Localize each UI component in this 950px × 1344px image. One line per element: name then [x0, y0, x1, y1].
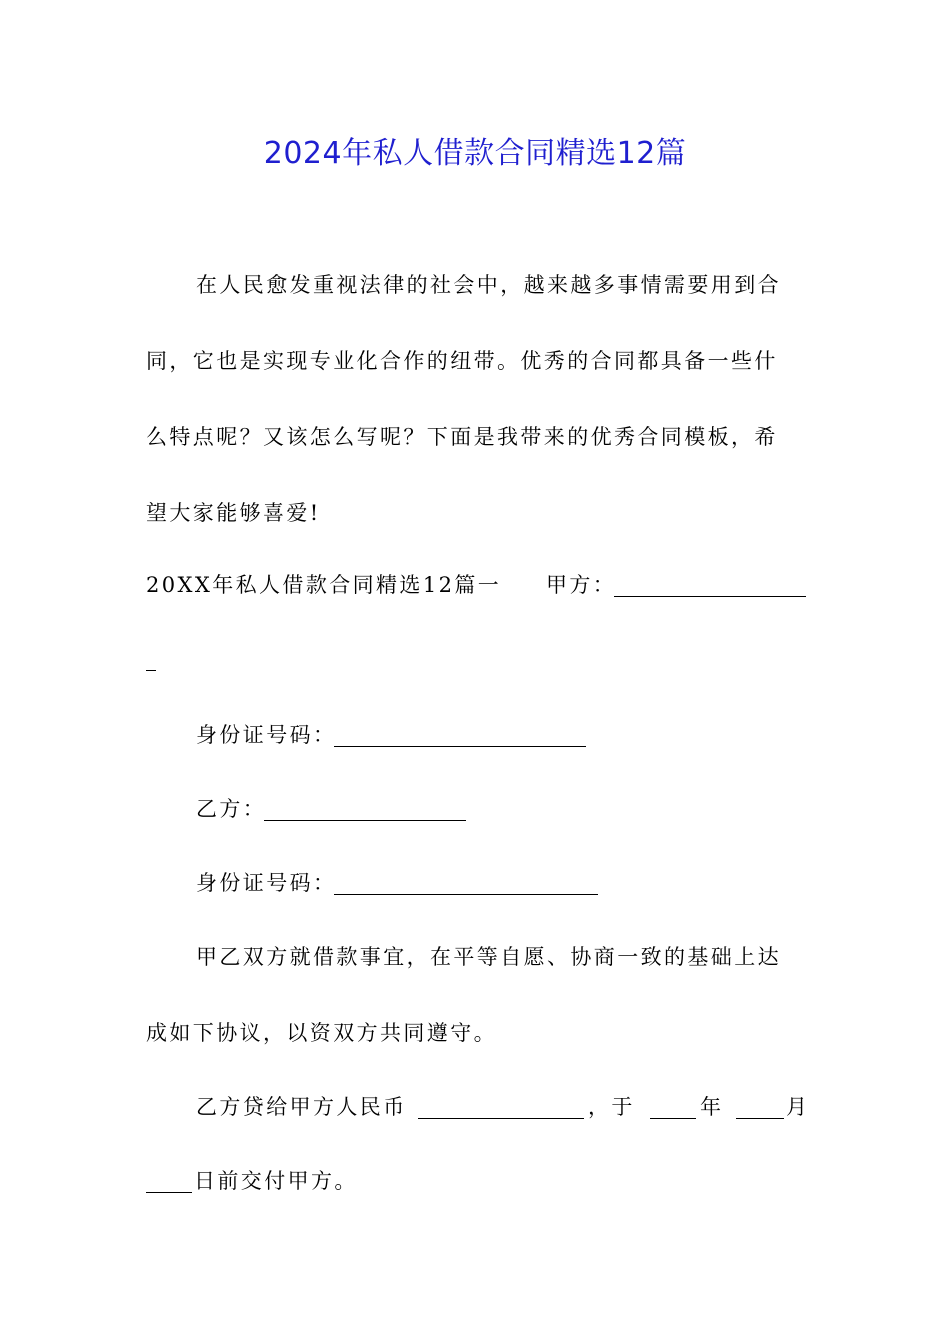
party-a-blank [614, 574, 806, 597]
loan-prefix: 乙方贷给甲方人民币 [196, 1095, 407, 1119]
loan-month-blank [736, 1096, 784, 1119]
intro-line-1: 在人民愈发重视法律的社会中，越来越多事情需要用到合 [196, 273, 781, 297]
document-title: 2024年私人借款合同精选12篇 [263, 136, 687, 171]
party-b-blank [264, 798, 466, 821]
intro-line-3: 么特点呢？又该怎么写呢？下面是我带来的优秀合同模板，希 [146, 425, 778, 449]
intro-line-2: 同，它也是实现专业化合作的纽带。优秀的合同都具备一些什 [146, 349, 778, 373]
loan-tail: 日前交付甲方。 [194, 1169, 358, 1193]
loan-year-label: 年 [700, 1095, 724, 1119]
agreement-line-2: 成如下协议，以资双方共同遵守。 [146, 1021, 497, 1045]
loan-month-label: 月 [786, 1095, 810, 1119]
party-a-blank-continued [146, 648, 156, 671]
party-b-id-blank [334, 872, 598, 895]
loan-date-intro: ，于 [588, 1095, 635, 1119]
loan-amount-blank [418, 1096, 584, 1119]
party-b-id-label: 身份证号码： [196, 871, 337, 895]
party-a-id-label: 身份证号码： [196, 723, 337, 747]
party-a-label: 甲方： [546, 573, 617, 597]
section-heading: 20XX年私人借款合同精选12篇一 [146, 573, 502, 597]
loan-year-blank [650, 1096, 696, 1119]
loan-day-blank [146, 1170, 192, 1193]
party-a-id-blank [334, 724, 586, 747]
agreement-line-1: 甲乙双方就借款事宜，在平等自愿、协商一致的基础上达 [196, 945, 781, 969]
party-b-label: 乙方： [196, 797, 267, 821]
intro-line-4: 望大家能够喜爱! [146, 501, 321, 525]
